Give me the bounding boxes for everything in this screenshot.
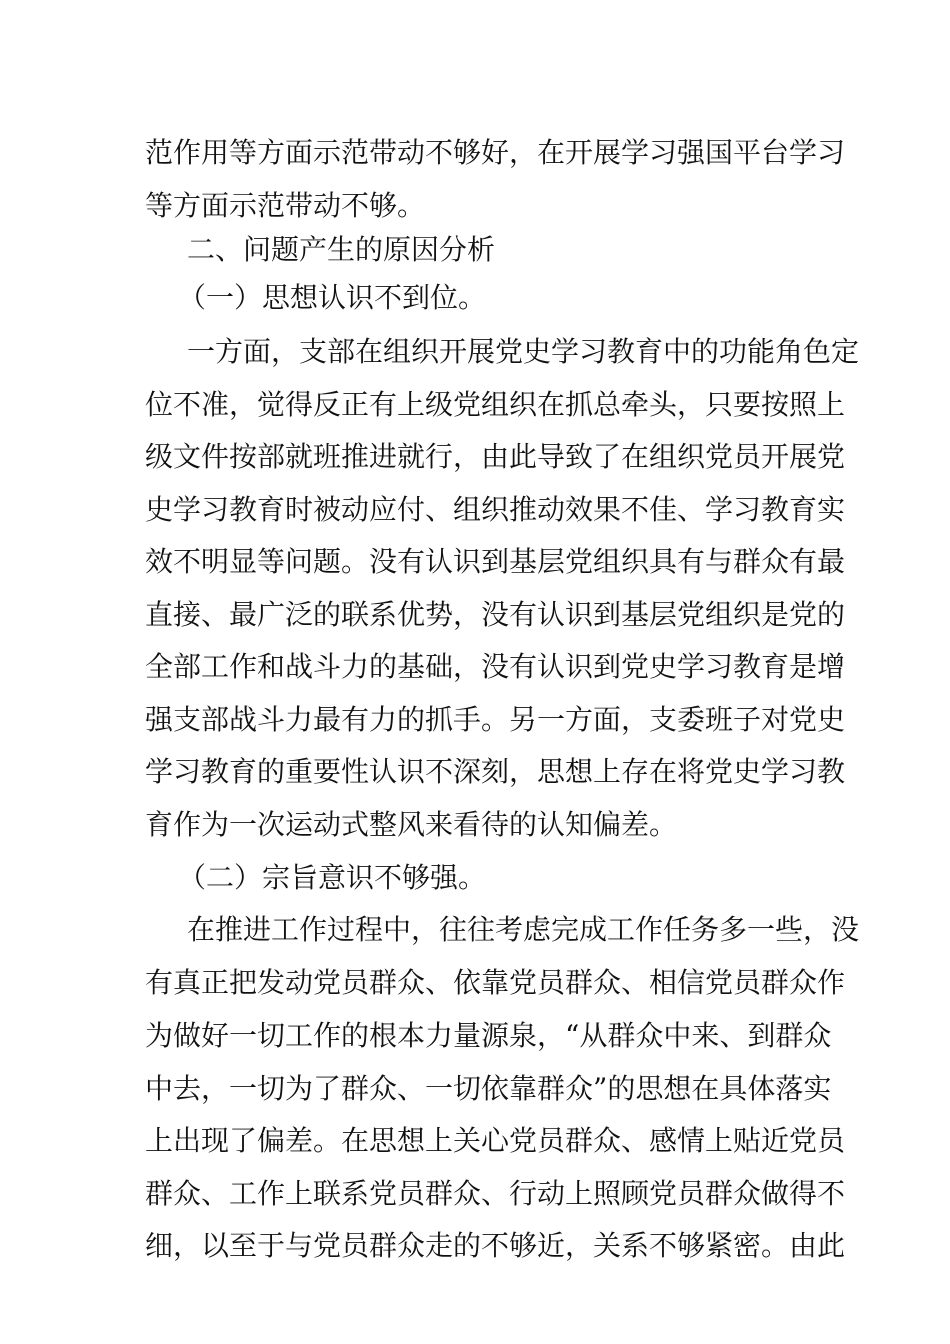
- paragraph-line: 细，以至于与党员群众走的不够近，关系不够紧密。由此: [145, 1229, 846, 1262]
- paragraph-line: 学习教育的重要性认识不深刻，思想上存在将党史学习教: [145, 755, 846, 788]
- section-heading: 二、问题产生的原因分析: [187, 233, 496, 266]
- subsection-heading: （二）宗旨意识不够强。: [178, 861, 487, 894]
- paragraph-line: 效不明显等问题。没有认识到基层党组织具有与群众有最: [145, 545, 846, 578]
- paragraph-line: 直接、最广泛的联系优势，没有认识到基层党组织是党的: [145, 598, 846, 631]
- paragraph-line: 有真正把发动党员群众、依靠党员群众、相信党员群众作: [145, 966, 846, 999]
- paragraph-line: 为做好一切工作的根本力量源泉，“从群众中来、到群众: [145, 1019, 832, 1052]
- paragraph-line: 位不准，觉得反正有上级党组织在抓总牵头，只要按照上: [145, 388, 846, 421]
- paragraph-line: 上出现了偏差。在思想上关心党员群众、感情上贴近党员: [145, 1124, 846, 1157]
- paragraph-line: 中去，一切为了群众、一切依靠群众”的思想在具体落实: [145, 1072, 832, 1105]
- paragraph-line: 育作为一次运动式整风来看待的认知偏差。: [145, 808, 678, 841]
- paragraph-line: 一方面，支部在组织开展党史学习教育中的功能角色定: [187, 335, 860, 368]
- paragraph-line: 范作用等方面示范带动不够好，在开展学习强国平台学习: [145, 136, 846, 169]
- paragraph-line: 级文件按部就班推进就行，由此导致了在组织党员开展党: [145, 440, 846, 473]
- paragraph-line: 史学习教育时被动应付、组织推动效果不佳、学习教育实: [145, 493, 846, 526]
- paragraph-line: 群众、工作上联系党员群众、行动上照顾党员群众做得不: [145, 1177, 846, 1210]
- subsection-heading: （一）思想认识不到位。: [178, 281, 487, 314]
- paragraph-line: 等方面示范带动不够。: [145, 189, 426, 222]
- paragraph-line: 在推进工作过程中，往往考虑完成工作任务多一些，没: [187, 913, 860, 946]
- paragraph-line: 强支部战斗力最有力的抓手。另一方面，支委班子对党史: [145, 703, 846, 736]
- paragraph-line: 全部工作和战斗力的基础，没有认识到党史学习教育是增: [145, 650, 846, 683]
